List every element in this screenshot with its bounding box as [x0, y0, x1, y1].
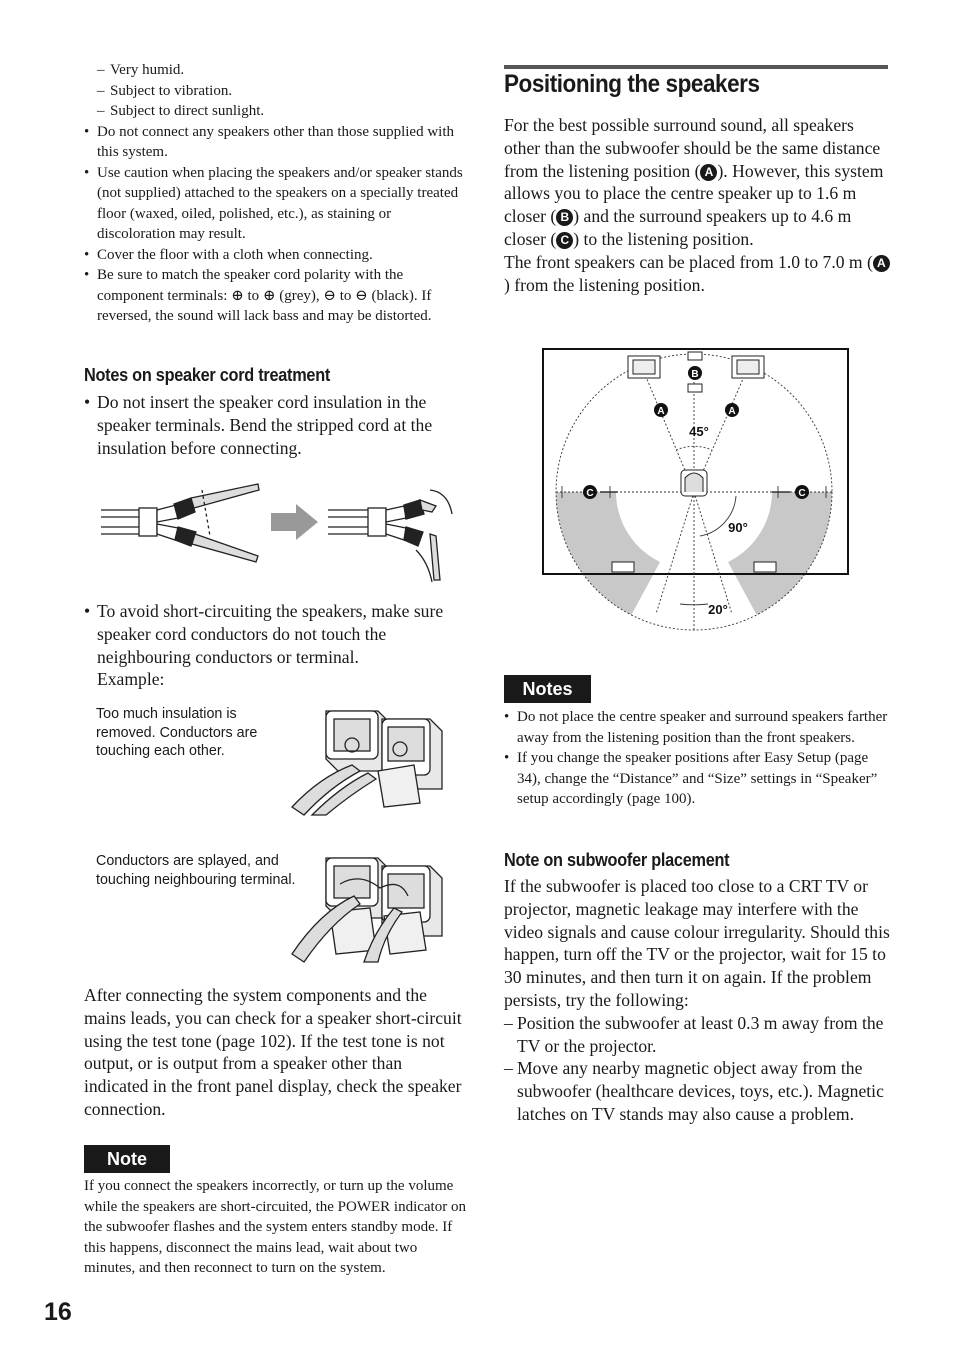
diagram-label-a: A	[728, 406, 736, 417]
terminal-splayed-illustration	[290, 854, 450, 964]
title-rule	[504, 65, 888, 69]
dash-item: – Subject to direct sunlight.	[97, 101, 468, 122]
angle-20-label: 20°	[708, 602, 728, 617]
page-number: 16	[44, 1298, 72, 1326]
dash-item: – Very humid.	[97, 60, 468, 81]
example-label: Example:	[97, 669, 165, 690]
diagram-label-c: C	[798, 488, 806, 499]
page-title: Positioning the speakers	[504, 70, 760, 98]
speaker-placement-diagram	[540, 346, 854, 636]
notes-label: Notes	[504, 675, 591, 703]
label-a-icon: A	[873, 255, 890, 272]
notes-list-wrap	[504, 707, 890, 810]
cord-bullet-wrap	[84, 391, 468, 459]
note-item: • If you change the speaker positions after Easy Setup (page 34), change the “Distance” and “Size” settings in “Speaker” setup accordingly (page 100).	[504, 748, 890, 810]
short-circuit-bullet: • To avoid short-circuiting the speakers, make sure speaker cord conductors do not touch the neighbouring conductors or terminal. Example:	[84, 600, 468, 691]
positioning-paragraph: For the best possible surround sound, all speakers other than the subwoofer should be the same distance from the listening position ( A ). However, this system allows you to place the centre speaker up to 1.6 m closer ( B ) and the surround speakers up to 4.6 m closer ( C ) to the listening position. The front speakers can be placed from 1.0 to 7.0 m ( A) from the listening position.	[504, 114, 890, 296]
dash-item: – Position the subwoofer at least 0.3 m away from the TV or the projector.	[504, 1012, 890, 1058]
subwoofer-section	[504, 875, 890, 1126]
after-connecting-paragraph: After connecting the system components and the mains leads, you can check for a speaker short-circuit using the test tone (page 102). If the test tone is not output, or is output from a speaker other than indicated in the front panel display, check the speaker connection.	[84, 985, 462, 1119]
subwoofer-heading: Note on subwoofer placement	[504, 849, 730, 870]
note-label: Note	[84, 1145, 170, 1173]
label-c-icon: C	[556, 232, 573, 249]
angle-90-label: 90°	[728, 520, 748, 535]
note-text: If you connect the speakers incorrectly, or turn up the volume while the speakers are short-circuited, the POWER indicator on the subwoofer flashes and the system enters standby mode. If this happens, disconnect the mains lead, wait about two minutes, and then reconnect to turn on the system.	[84, 1178, 466, 1276]
note-item: • Do not place the centre speaker and surround speakers farther away from the listening position than the front speakers.	[504, 707, 890, 748]
caution-bullets	[84, 122, 468, 327]
diagram-label-a: A	[657, 406, 665, 417]
polarity-bullet: • Be sure to match the speaker cord polarity with the component terminals: ⊕ to ⊕ (grey), ⊖ to ⊖ (black). If reversed, the sound will lack bass and may be distorted.	[84, 265, 468, 327]
dash-item: – Move any nearby magnetic object away from the subwoofer (healthcare devices, toys, etc.). Magnetic latches on TV stands may also cause a problem.	[504, 1057, 890, 1125]
cord-bullet: • Do not insert the speaker cord insulation in the speaker terminals. Bend the stripped cord at the insulation before connecting.	[84, 391, 468, 459]
cord-bending-illustration	[96, 478, 466, 588]
bullet-item: • Cover the floor with a cloth when connecting.	[84, 245, 468, 266]
label-b-icon: B	[556, 209, 573, 226]
label-a-icon: A	[700, 164, 717, 181]
diagram-label-b: B	[691, 369, 699, 380]
environment-list	[84, 60, 468, 327]
bullet-item: • Do not connect any speakers other than those supplied with this system.	[84, 122, 468, 163]
short-bullet-wrap	[84, 600, 468, 691]
angle-45-label: 45°	[689, 424, 709, 439]
cord-heading-wrap	[84, 364, 468, 386]
terminal-insulation-illustration	[290, 707, 450, 817]
caption-splayed: Conductors are splayed, and touching neighbouring terminal.	[96, 853, 296, 888]
cord-heading: Notes on speaker cord treatment	[84, 364, 331, 385]
sub-heading-wrap	[504, 849, 890, 871]
caption-insulation: Too much insulation is removed. Conductors are touching each other.	[96, 706, 258, 759]
diagram-label-c: C	[586, 488, 594, 499]
dash-item: – Subject to vibration.	[97, 81, 468, 102]
subwoofer-paragraph: If the subwoofer is placed too close to a CRT TV or projector, magnetic leakage may interfere with the video signals and cause colour irregularity. Should this happen, turn off the TV or the projector, wait for 15 to 30 minutes, and then turn it on again. If the problem persists, try the following:	[504, 876, 890, 1010]
bullet-item: • Use caution when placing the speakers and/or speaker stands (not supplied) attached to the speakers on a specially treated floor (waxed, oiled, polished, etc.), as staining or discoloration may result.	[84, 163, 468, 245]
